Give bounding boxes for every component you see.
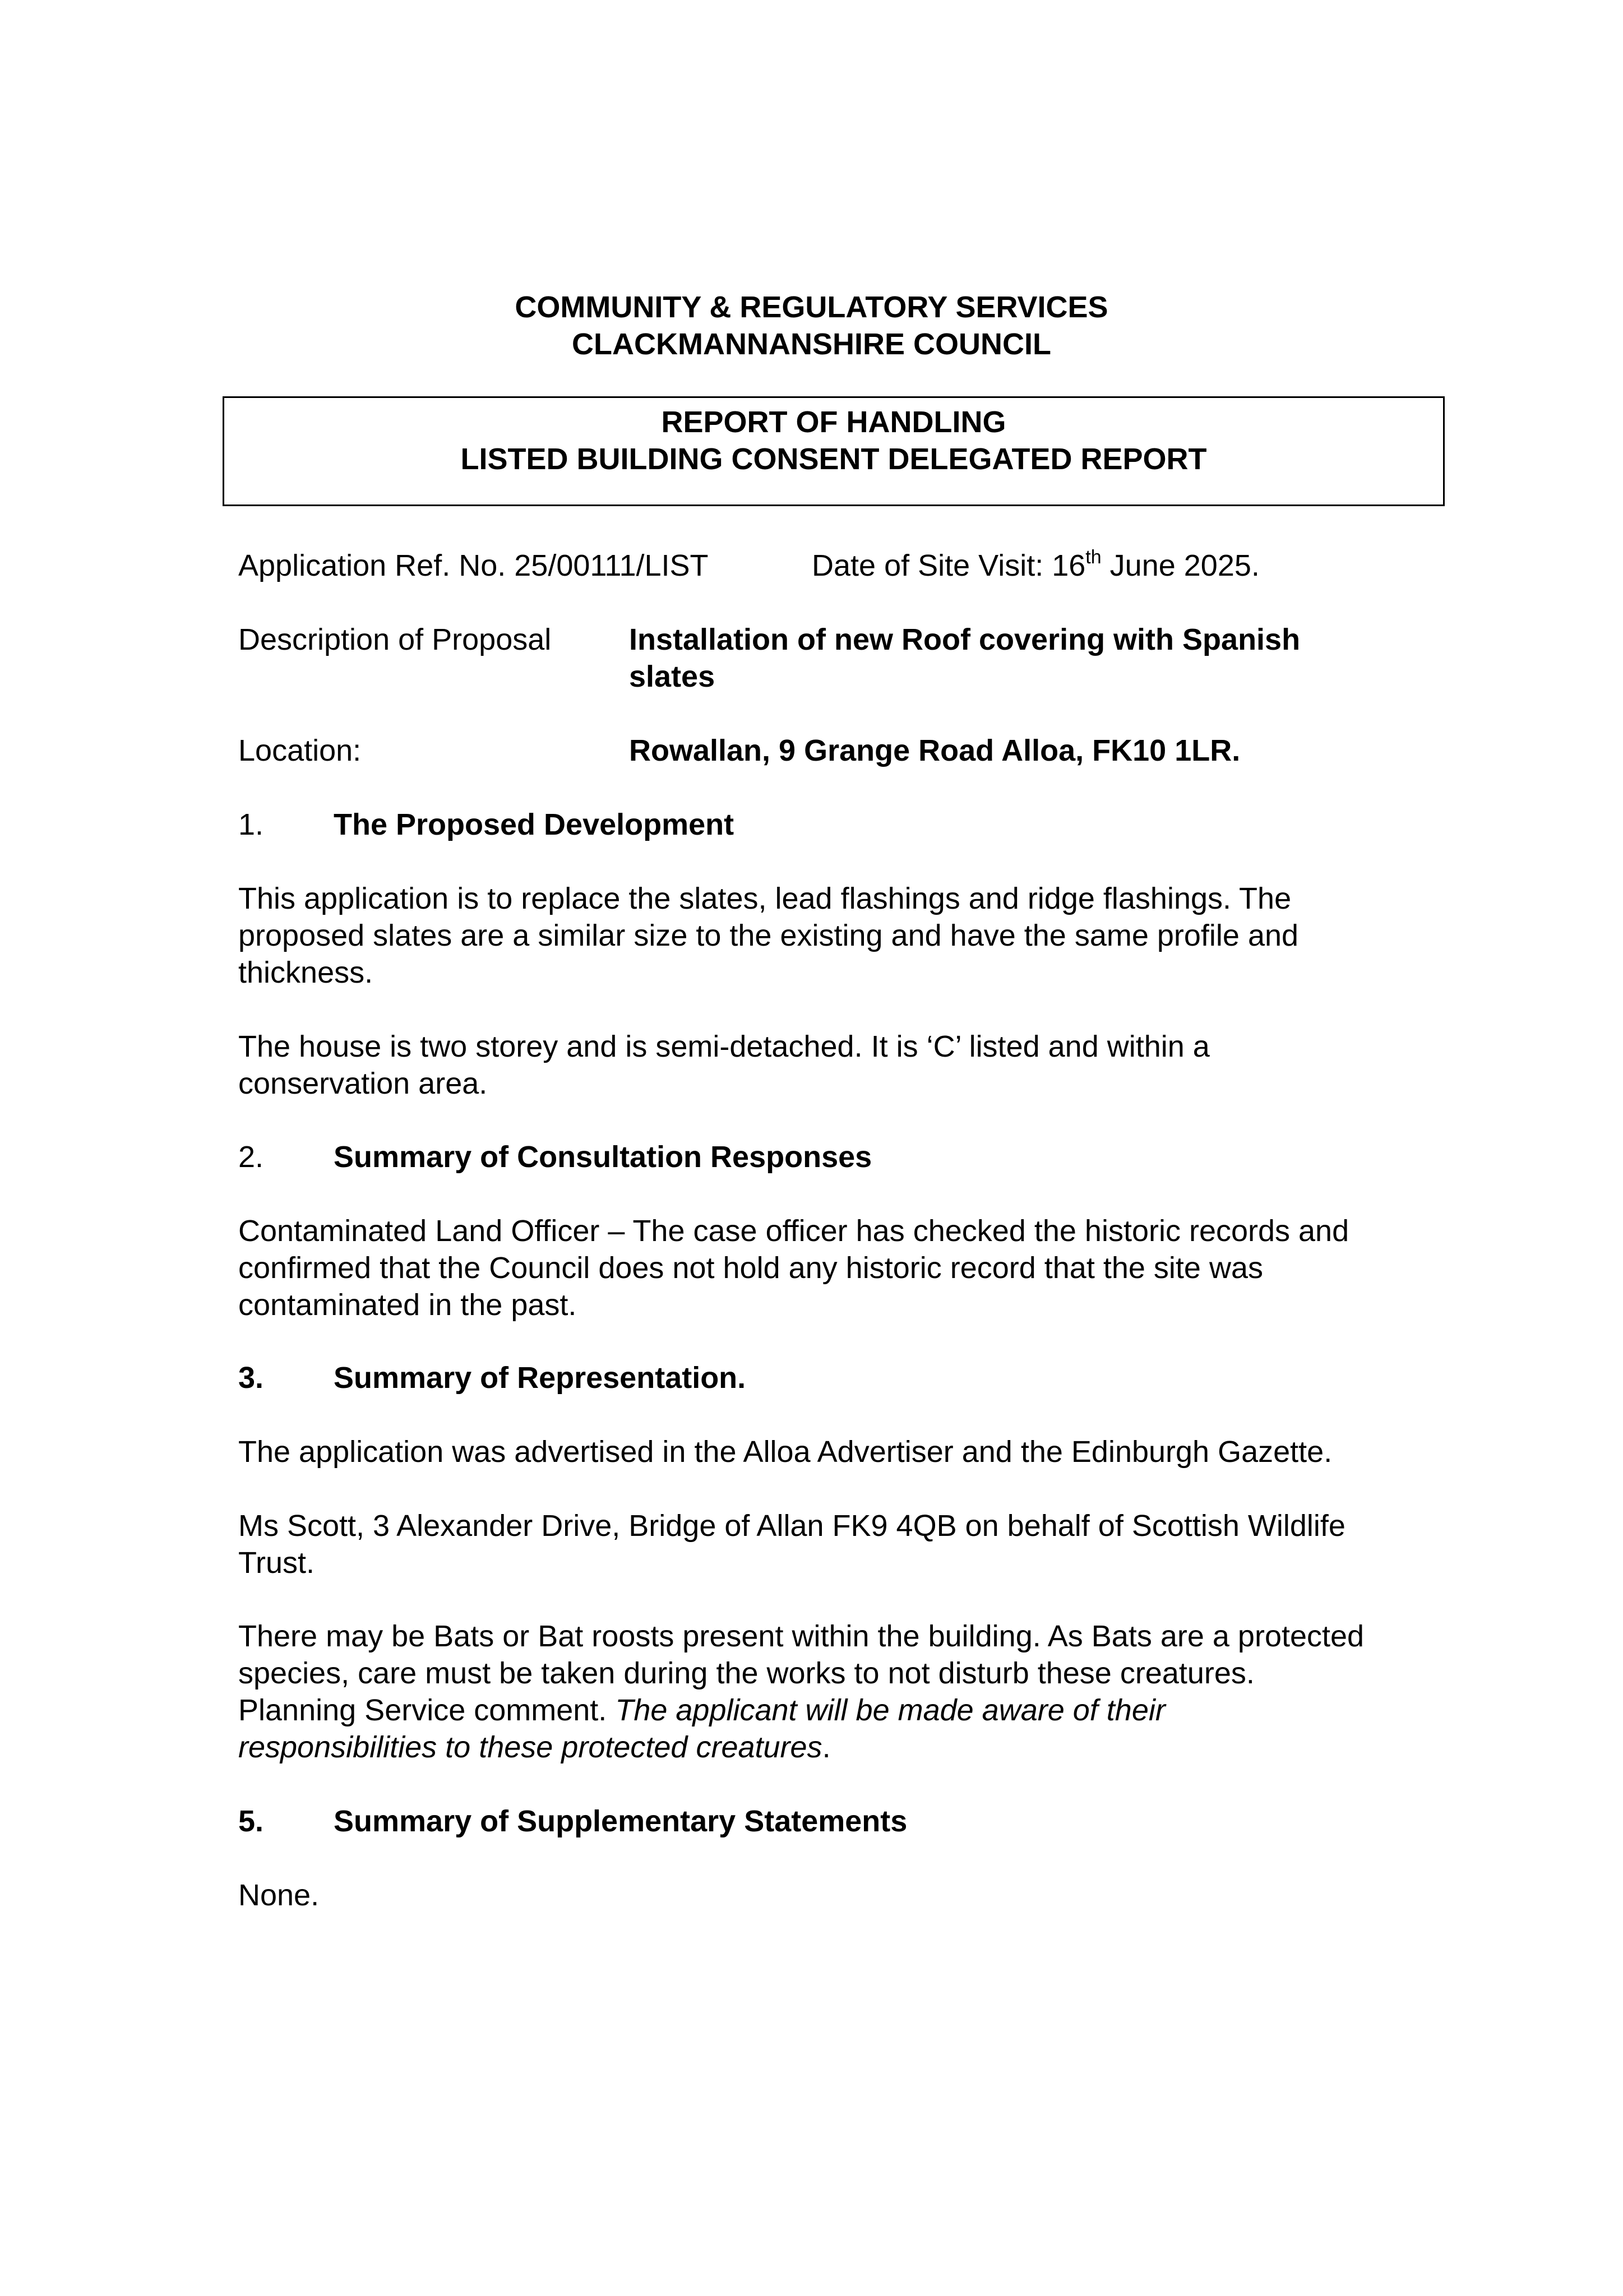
- section-1-heading: The Proposed Development: [334, 808, 734, 841]
- section-1-number: 1.: [238, 808, 264, 841]
- proposal-value-line2: slates: [629, 660, 715, 693]
- section-1-paragraph-1: [238, 880, 1449, 991]
- text-line: The house is two storey and is semi-detached. It is ‘C’ listed and within a: [238, 1030, 1210, 1063]
- planning-comment-text-cont: responsibilities to these protected creatures: [238, 1730, 822, 1764]
- section-3-paragraph-1: [238, 1433, 1449, 1470]
- text-line: contaminated in the past.: [238, 1288, 577, 1322]
- text-line: There may be Bats or Bat roosts present within the building. As Bats are a protected: [238, 1619, 1365, 1653]
- section-5-paragraph-1: [238, 1877, 1449, 1914]
- text-line: species, care must be taken during the works to not disturb these creatures.: [238, 1656, 1255, 1690]
- text-line: proposed slates are a similar size to the existing and have the same profile and: [238, 919, 1299, 952]
- proposal-label: Description of Proposal: [238, 623, 552, 656]
- council-title: CLACKMANNANSHIRE COUNCIL: [572, 327, 1051, 361]
- planning-comment-text: The applicant will be made aware of their: [615, 1693, 1166, 1727]
- report-title-box: [223, 396, 1445, 506]
- text-line: Ms Scott, 3 Alexander Drive, Bridge of Allan FK9 4QB on behalf of Scottish Wildlife: [238, 1509, 1345, 1543]
- planning-comment-label: Planning Service comment.: [238, 1693, 607, 1727]
- text-line: thickness.: [238, 956, 373, 989]
- section-2-paragraph-1: [238, 1212, 1449, 1323]
- section-3-paragraph-2: [238, 1507, 1449, 1581]
- site-visit-date: [812, 547, 1260, 584]
- section-2-heading: Summary of Consultation Responses: [334, 1140, 872, 1174]
- department-title: COMMUNITY & REGULATORY SERVICES: [515, 290, 1108, 324]
- section-2-number: 2.: [238, 1140, 264, 1174]
- text-line: conservation area.: [238, 1067, 488, 1100]
- report-title: REPORT OF HANDLING: [661, 405, 1006, 439]
- section-3-number: 3.: [238, 1361, 264, 1395]
- site-visit-day-suffix: th: [1085, 547, 1102, 568]
- application-ref-value: 25/00111/LIST: [514, 549, 709, 582]
- section-1-paragraph-2: [238, 1028, 1449, 1102]
- text-line: [238, 1729, 1449, 1766]
- site-visit-label: Date of Site Visit:: [812, 549, 1044, 582]
- section-5-heading: Summary of Supplementary Statements: [334, 1804, 908, 1838]
- site-visit-month-year: June 2025.: [1109, 549, 1260, 582]
- proposal-value-line1: Installation of new Roof covering with Spanish: [629, 623, 1301, 656]
- text-line: This application is to replace the slates, lead flashings and ridge flashings. The: [238, 882, 1292, 915]
- section-3-paragraph-3: [238, 1618, 1449, 1766]
- planning-comment-end: .: [822, 1730, 831, 1764]
- site-visit-day: 16: [1052, 549, 1086, 582]
- report-subtitle: LISTED BUILDING CONSENT DELEGATED REPORT: [460, 442, 1207, 476]
- section-5-number: 5.: [238, 1804, 264, 1838]
- text-line: confirmed that the Council does not hold any historic record that the site was: [238, 1251, 1263, 1285]
- application-ref: [238, 547, 709, 584]
- text-line: The application was advertised in the Alloa Advertiser and the Edinburgh Gazette.: [238, 1435, 1333, 1469]
- location-label: Location:: [238, 734, 362, 767]
- text-line: Trust.: [238, 1546, 315, 1580]
- text-line: Contaminated Land Officer – The case officer has checked the historic records and: [238, 1214, 1349, 1248]
- text-line: None.: [238, 1878, 320, 1912]
- text-line: [238, 1692, 1449, 1729]
- location-value: Rowallan, 9 Grange Road Alloa, FK10 1LR.: [629, 734, 1241, 767]
- application-ref-label: Application Ref. No.: [238, 549, 506, 582]
- section-3-heading: Summary of Representation.: [334, 1361, 746, 1395]
